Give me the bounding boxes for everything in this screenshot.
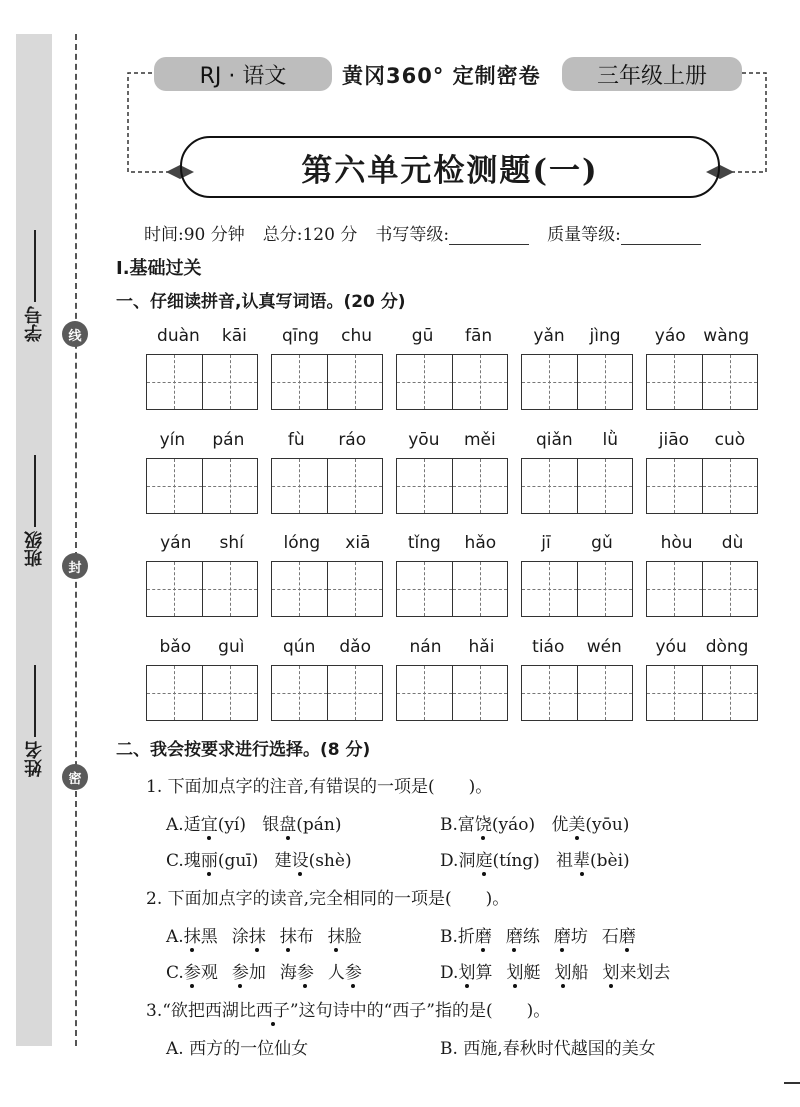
name-blank bbox=[34, 665, 36, 737]
pinyin-syllable: yǎn bbox=[533, 326, 565, 346]
writing-box[interactable] bbox=[327, 562, 383, 616]
option-word: 海参 bbox=[280, 963, 314, 983]
pinyin-word bbox=[146, 637, 258, 721]
writing-box[interactable] bbox=[202, 355, 258, 409]
name-label: 姓名 bbox=[24, 741, 45, 777]
pinyin-syllable: xiā bbox=[345, 533, 371, 553]
pinyin-syllable: nán bbox=[409, 637, 442, 657]
pinyin-word bbox=[521, 430, 633, 514]
pinyin-syllable: ráo bbox=[338, 430, 367, 450]
pinyin-word bbox=[396, 533, 508, 617]
pinyin-syllable: chu bbox=[341, 326, 372, 346]
quality-grade: 质量等级: bbox=[547, 220, 701, 245]
total-info: 总分:120 分 bbox=[262, 225, 358, 245]
pinyin-syllable: hòu bbox=[660, 533, 693, 553]
pinyin-syllable: dǎo bbox=[339, 637, 371, 657]
writing-box[interactable] bbox=[397, 355, 452, 409]
writing-box[interactable] bbox=[397, 666, 452, 720]
writing-box[interactable] bbox=[452, 666, 508, 720]
pinyin-word bbox=[271, 430, 383, 514]
writing-box[interactable] bbox=[452, 355, 508, 409]
writing-box[interactable] bbox=[272, 562, 327, 616]
option-word: 折磨 bbox=[458, 927, 492, 947]
pinyin-syllable: hǎo bbox=[464, 533, 497, 553]
writing-box[interactable] bbox=[647, 562, 702, 616]
pinyin-syllable: guì bbox=[218, 637, 245, 657]
writing-box[interactable] bbox=[452, 562, 508, 616]
writing-box[interactable] bbox=[202, 459, 258, 513]
pinyin-syllable: dù bbox=[721, 533, 744, 553]
pinyin-syllable: jī bbox=[541, 533, 551, 553]
option-word: 抹脸 bbox=[328, 927, 362, 947]
class-blank bbox=[34, 455, 36, 527]
writing-box[interactable] bbox=[272, 666, 327, 720]
q2-1-option-b[interactable]: B.富饶(yáo) 优美(yōu) bbox=[440, 810, 629, 835]
pinyin-word bbox=[521, 533, 633, 617]
writing-box[interactable] bbox=[522, 666, 577, 720]
pinyin-word bbox=[646, 430, 758, 514]
seal-feng-icon: 封 bbox=[62, 553, 88, 579]
writing-box[interactable] bbox=[147, 666, 202, 720]
pinyin-syllable: duàn bbox=[157, 326, 200, 346]
writing-box[interactable] bbox=[327, 459, 383, 513]
student-number-blank bbox=[34, 230, 36, 302]
option-word: 划艇 bbox=[506, 963, 540, 983]
pinyin-syllable: dòng bbox=[705, 637, 749, 657]
option-word: 参观 bbox=[184, 963, 218, 983]
pinyin-syllable: jiāo bbox=[658, 430, 690, 450]
pinyin-word bbox=[396, 326, 508, 410]
pinyin-syllable: yáo bbox=[654, 326, 686, 346]
pinyin-word bbox=[396, 430, 508, 514]
grade-tag: 三年级上册 bbox=[562, 57, 742, 91]
q2-1-stem: 1. 下面加点字的注音,有错误的一项是( )。 bbox=[146, 777, 493, 797]
pinyin-syllable: gǔ bbox=[591, 533, 613, 553]
option-word: 石磨 bbox=[602, 927, 636, 947]
pinyin-word bbox=[271, 533, 383, 617]
pinyin-syllable: bǎo bbox=[159, 637, 192, 657]
pinyin-syllable: cuò bbox=[714, 430, 746, 450]
writing-box[interactable] bbox=[272, 459, 327, 513]
writing-box[interactable] bbox=[522, 459, 577, 513]
pinyin-syllable: tǐng bbox=[407, 533, 441, 553]
pinyin-word bbox=[271, 326, 383, 410]
pinyin-syllable: lóng bbox=[283, 533, 321, 553]
writing-box[interactable] bbox=[522, 562, 577, 616]
pinyin-syllable: jìng bbox=[589, 326, 621, 346]
option-word: 磨坊 bbox=[554, 927, 588, 947]
writing-box[interactable] bbox=[702, 562, 758, 616]
pinyin-word bbox=[521, 637, 633, 721]
writing-box[interactable] bbox=[702, 666, 758, 720]
writing-box[interactable] bbox=[397, 562, 452, 616]
pinyin-word bbox=[521, 326, 633, 410]
class-label: 班级 bbox=[24, 531, 45, 567]
writing-box[interactable] bbox=[272, 355, 327, 409]
student-number-field bbox=[18, 230, 52, 342]
writing-box[interactable] bbox=[702, 355, 758, 409]
writing-box[interactable] bbox=[702, 459, 758, 513]
option-word: 抹黑 bbox=[184, 927, 218, 947]
pinyin-syllable: yōu bbox=[408, 430, 440, 450]
option-word: 磨练 bbox=[506, 927, 540, 947]
pinyin-syllable: hǎi bbox=[468, 637, 495, 657]
q2-1-option-a[interactable]: A.适宜(yí) 银盘(pán) bbox=[166, 810, 341, 835]
question1-title: 一、仔细读拼音,认真写词语。(20 分) bbox=[116, 292, 406, 312]
pinyin-syllable: kāi bbox=[221, 326, 247, 346]
q2-2-option-b[interactable]: B.折磨 磨练 磨坊 石磨 bbox=[440, 922, 650, 947]
writing-box[interactable] bbox=[147, 562, 202, 616]
writing-box[interactable] bbox=[202, 562, 258, 616]
pinyin-syllable: qún bbox=[283, 637, 316, 657]
writing-box[interactable] bbox=[452, 459, 508, 513]
seal-xian-icon: 线 bbox=[62, 321, 88, 347]
q2-2-stem: 2. 下面加点字的读音,完全相同的一项是( )。 bbox=[146, 889, 510, 909]
writing-box[interactable] bbox=[647, 459, 702, 513]
writing-box[interactable] bbox=[577, 355, 633, 409]
time-info: 时间:90 分钟 bbox=[144, 225, 245, 245]
option-word: 人参 bbox=[328, 963, 362, 983]
q2-3-stem: 3.“欲把西湖比西子”这句诗中的“西子”指的是( )。 bbox=[146, 996, 550, 1021]
option-word: 划船 bbox=[554, 963, 588, 983]
question2-title: 二、我会按要求进行选择。(8 分) bbox=[116, 740, 371, 760]
q2-3-option-a[interactable]: A. 西方的一位仙女 bbox=[166, 1039, 309, 1059]
writing-grade: 书写等级: bbox=[375, 220, 529, 245]
pinyin-word bbox=[396, 637, 508, 721]
writing-box[interactable] bbox=[522, 355, 577, 409]
writing-box[interactable] bbox=[327, 666, 383, 720]
exam-meta bbox=[144, 220, 701, 245]
page-title: 第六单元检测题(一) bbox=[180, 136, 720, 198]
corner-mark bbox=[784, 1082, 800, 1084]
pinyin-word bbox=[271, 637, 383, 721]
q2-2-option-a[interactable]: A.抹黑 涂抹 抹布 抹脸 bbox=[166, 922, 376, 947]
section-heading: Ⅰ.基础过关 bbox=[116, 258, 202, 279]
pinyin-syllable: shí bbox=[219, 533, 244, 553]
pinyin-word bbox=[646, 637, 758, 721]
pinyin-syllable: qīng bbox=[282, 326, 320, 346]
writing-box[interactable] bbox=[147, 459, 202, 513]
writing-box[interactable] bbox=[577, 666, 633, 720]
pinyin-word bbox=[146, 533, 258, 617]
pinyin-syllable: fù bbox=[287, 430, 305, 450]
pinyin-syllable: yóu bbox=[655, 637, 687, 657]
q2-3-option-b[interactable]: B. 西施,春秋时代越国的美女 bbox=[440, 1039, 656, 1059]
pinyin-syllable: měi bbox=[464, 430, 496, 450]
pinyin-word bbox=[146, 430, 258, 514]
q2-2-option-c[interactable]: C.参观 参加 海参 人参 bbox=[166, 958, 376, 983]
pinyin-syllable: lǜ bbox=[602, 430, 619, 450]
writing-box[interactable] bbox=[647, 666, 702, 720]
pinyin-syllable: qiǎn bbox=[535, 430, 573, 450]
q2-2-option-d[interactable]: D.划算 划艇 划船 划来划去 bbox=[440, 958, 684, 983]
q2-1-option-d[interactable]: D.洞庭(tíng) 祖辈(bèi) bbox=[440, 846, 630, 871]
q2-1-option-c[interactable]: C.瑰丽(guī) 建设(shè) bbox=[166, 846, 352, 871]
subject-tag: RJ · 语文 bbox=[154, 57, 332, 91]
name-field bbox=[18, 665, 52, 777]
pinyin-syllable: yán bbox=[160, 533, 192, 553]
writing-box[interactable] bbox=[577, 459, 633, 513]
q2-3-dotted: 西子 bbox=[256, 996, 290, 1021]
pinyin-syllable: fān bbox=[464, 326, 493, 346]
pinyin-syllable: wén bbox=[586, 637, 622, 657]
writing-box[interactable] bbox=[647, 355, 702, 409]
class-field bbox=[18, 455, 52, 567]
option-word: 划算 bbox=[458, 963, 492, 983]
pinyin-syllable: wàng bbox=[703, 326, 750, 346]
writing-box[interactable] bbox=[147, 355, 202, 409]
student-number-label: 学号 bbox=[24, 306, 45, 342]
writing-box[interactable] bbox=[577, 562, 633, 616]
option-word: 参加 bbox=[232, 963, 266, 983]
pinyin-syllable: yín bbox=[159, 430, 186, 450]
pinyin-syllable: tiáo bbox=[532, 637, 565, 657]
option-word: 抹布 bbox=[280, 927, 314, 947]
pinyin-word bbox=[646, 533, 758, 617]
option-word: 涂抹 bbox=[232, 927, 266, 947]
pinyin-word bbox=[646, 326, 758, 410]
pinyin-syllable: gū bbox=[411, 326, 434, 346]
brand-text: 黄冈360° 定制密卷 bbox=[342, 64, 541, 88]
seal-mi-icon: 密 bbox=[62, 764, 88, 790]
pinyin-syllable: pán bbox=[212, 430, 245, 450]
writing-box[interactable] bbox=[202, 666, 258, 720]
writing-box[interactable] bbox=[327, 355, 383, 409]
pinyin-word bbox=[146, 326, 258, 410]
writing-box[interactable] bbox=[397, 459, 452, 513]
option-word: 划来划去 bbox=[602, 963, 670, 983]
